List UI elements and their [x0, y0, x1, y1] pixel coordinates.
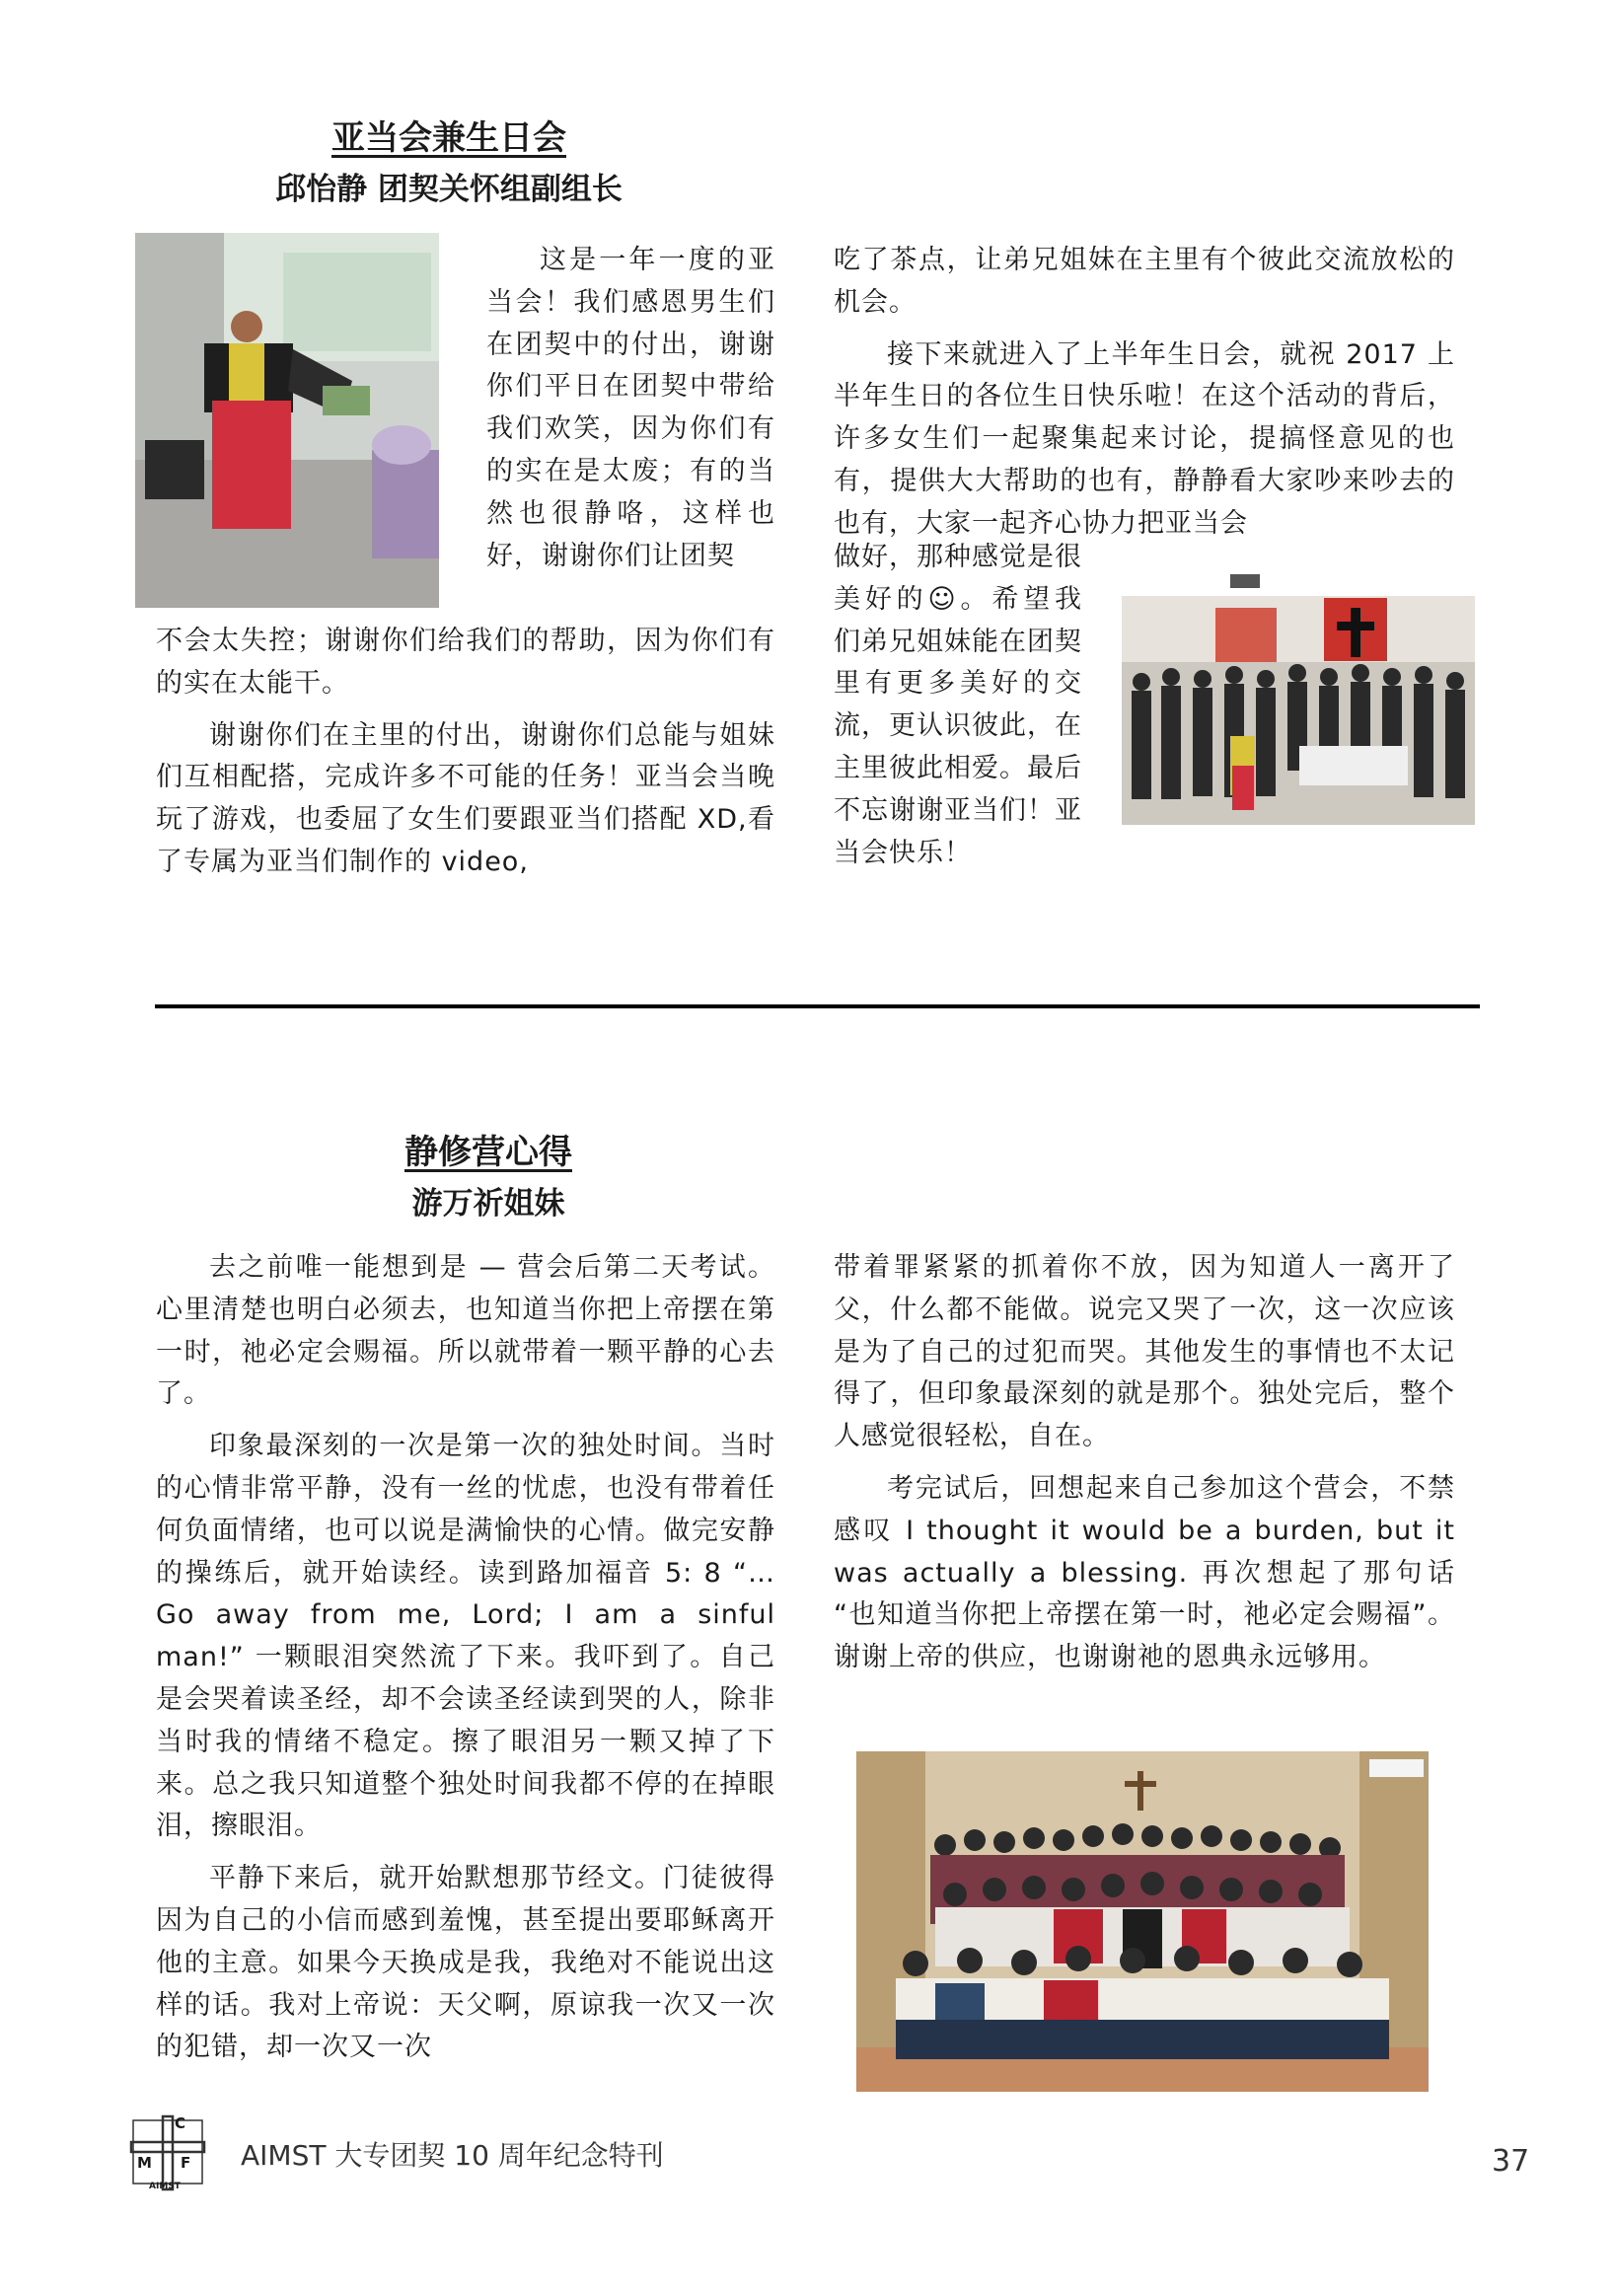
page-number: 37: [1492, 2144, 1530, 2179]
article1-intro-text: 这是一年一度的亚当会！我们感恩男生们在团契中的付出，谢谢你们平日在团契中带给我们欢笑，因为你们有的实在是太废；有的当然也很静咯，这样也好，谢谢你们让团契: [486, 245, 775, 571]
stage-performer-photo: [135, 233, 439, 608]
article2-paragraph-1: 去之前唯一能想到是 — 营会后第二天考试。心里清楚也明白必须去，也知道当你把上帝摆在第一时，祂必定会赐福。所以就带着一颗平静的心去了。: [156, 1252, 775, 1410]
section-divider: [155, 1004, 1480, 1008]
article1-title: 亚当会兼生日会: [331, 118, 566, 158]
article1-author: 邱怡静 团契关怀组副组长: [275, 172, 623, 207]
footer-publication-title: AIMST 大专团契 10 周年纪念特刊: [241, 2139, 664, 2172]
article1-col2-paragraph-2: 接下来就进入了上半年生日会，就祝 2017 上半年生日的各位生日快乐啦！在这个活动的背后，许多女生们一起聚集起来讨论，提搞怪意见的也有，提供大大帮助的也有，静静看大家吵来吵去的也有，大家一起齐心协力把亚当会: [834, 338, 1455, 539]
retreat-group-photo: [856, 1751, 1429, 2092]
mcf-cross-logo-icon: [127, 2114, 208, 2195]
logo-aimst: AIMST: [149, 2182, 181, 2191]
article2-col2-paragraph-1: 带着罪紧紧的抓着你不放，因为知道人一离开了父，什么都不能做。说完又哭了一次，这一次应该是为了自己的过犯而哭。其他发生的事情也不太记得了，但印象最深刻的就是那个。独处完后，整个人感觉很轻松，自在。: [834, 1252, 1455, 1452]
logo-letter-c: C: [175, 2114, 186, 2132]
article1-col2-paragraph-1: 吃了茶点，让弟兄姐妹在主里有个彼此交流放松的机会。: [834, 245, 1455, 318]
article2-author: 游万祈姐妹: [411, 1186, 565, 1222]
article2-paragraph-2: 印象最深刻的一次是第一次的独处时间。当时的心情非常平静，没有一丝的忧虑，也没有带着任何负面情绪，也可以说是满愉快的心情。做完安静的操练后，就开始读经。读到路加福音 5: 8 “…Go away from me, Lord; I am a sinful man!” 一颗眼泪突然流了下来。我吓到了。自己是会哭着读圣经，却不会读圣经读到哭的人，除非当时我的情绪不稳定。擦了眼泪另一颗又掉了下来。总之我只知道整个独处时间我都不停的在掉眼泪，擦眼泪。: [156, 1431, 775, 1842]
article2-title: 静修营心得: [404, 1133, 572, 1172]
article2-paragraph-3: 平静下来后，就开始默想那节经文。门徒彼得因为自己的小信而感到羞愧，甚至提出要耶稣离开他的主意。如果今天换成是我，我绝对不能说出这样的话。我对上帝说：天父啊，原谅我一次又一次的犯错，却一次又一次: [156, 1863, 775, 2063]
logo-letter-m: M: [137, 2154, 152, 2172]
article1-col2-paragraph-2-continued: 做好，那种感觉是很美好的☺。希望我们弟兄姐妹能在团契里有更多美好的交流，更认识彼此，在主里彼此相爱。最后不忘谢谢亚当们！亚当会快乐！: [834, 542, 1082, 868]
article2-col2-paragraph-2: 考完试后，回想起来自己参加这个营会，不禁感叹 I thought it would be a burden, but it was actually a blessing. 再次想起了那句话 “也知道当你把上帝摆在第一时，祂必定会赐福”。谢谢上帝的供应，也谢谢祂的恩典永远够用。: [834, 1472, 1455, 1673]
logo-letter-f: F: [181, 2154, 191, 2172]
article1-intro-continued: 不会太失控；谢谢你们给我们的帮助，因为你们有的实在太能干。: [156, 626, 775, 699]
article1-paragraph-2: 谢谢你们在主里的付出，谢谢你们总能与姐妹们互相配搭，完成许多不可能的任务！亚当会当晚玩了游戏，也委屈了女生们要跟亚当们搭配 XD,看了专属为亚当们制作的 video,: [156, 719, 775, 877]
group-photo-cross-wall: [1122, 568, 1475, 825]
